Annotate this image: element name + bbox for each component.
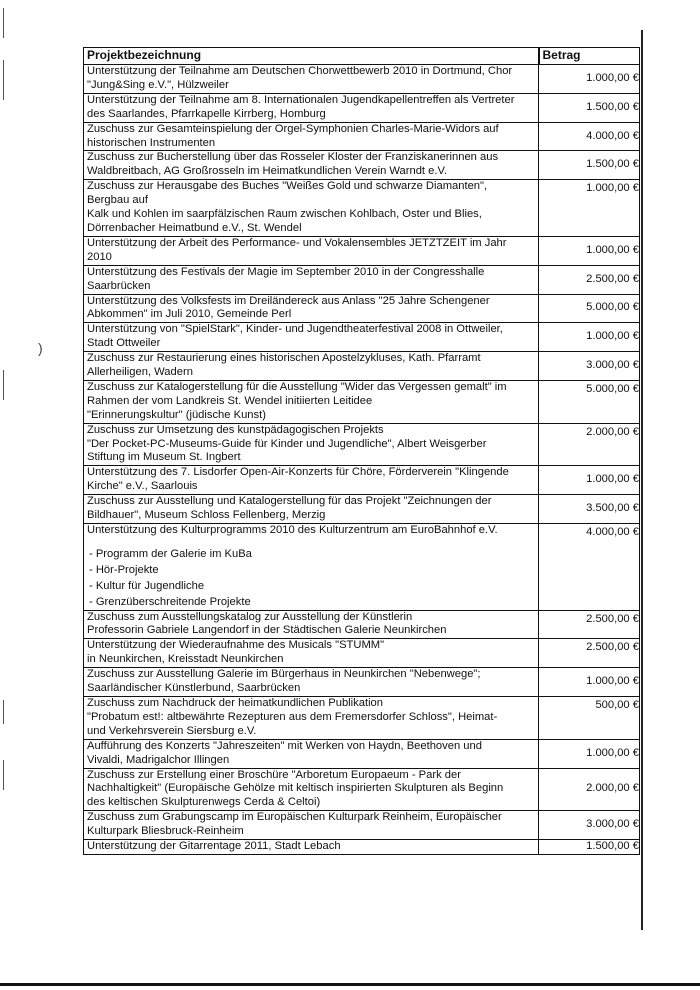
project-description-line: Zuschuss zur Gesamteinspielung der Orgel-Symphonien Charles-Marie-Widors auf: [87, 122, 499, 135]
project-description-line: Unterstützung des Volksfests im Dreiländereck aus Anlass "25 Jahre Schengener: [87, 294, 490, 307]
table-row: [84, 65, 640, 94]
amount-column-header: Betrag: [539, 48, 640, 65]
spacer: [87, 538, 535, 546]
amount-cell: 1.000,00 €: [539, 180, 640, 237]
amount-cell: 1.000,00 €: [539, 323, 640, 352]
project-description-cell: [84, 423, 539, 466]
table-row: [84, 696, 640, 739]
table-row: [84, 352, 640, 381]
scan-edge-line: [641, 30, 643, 930]
project-description-line: Unterstützung des Festivals der Magie im September 2010 in der Congresshalle: [87, 265, 485, 278]
project-description-line: Nachhaltigkeit" (Europäische Gehölze mit keltisch inspirierten Skulpturen als Beginn: [87, 782, 504, 795]
project-description-line: "Der Pocket-PC-Museums-Guide für Kinder und Jugendliche", Albert Weisgerber: [87, 437, 487, 450]
project-description-line: Unterstützung der Teilnahme am 8. Internationalen Jugendkapellentreffen als Vertreter: [87, 93, 515, 106]
table-row: [84, 265, 640, 294]
amount-cell: 1.000,00 €: [539, 236, 640, 265]
project-description-cell: [84, 236, 539, 265]
project-description-line: 2010: [87, 250, 112, 263]
project-description-line: Zuschuss zur Umsetzung des kunstpädagogischen Projekts: [87, 423, 384, 436]
project-description-cell: [84, 768, 539, 811]
scan-edge-mark: [3, 8, 4, 38]
amount-cell: 5.000,00 €: [539, 294, 640, 323]
table-row: [84, 639, 640, 668]
project-description-cell: [84, 180, 539, 237]
table-row: [84, 610, 640, 639]
amount-cell: 1.000,00 €: [539, 466, 640, 495]
project-description-line: Unterstützung von "SpielStark", Kinder- und Jugendtheaterfestival 2008 in Ottweiler,: [87, 323, 503, 336]
amount-cell: 2.500,00 €: [539, 610, 640, 639]
project-description-line: in Neunkirchen, Kreisstadt Neunkirchen: [87, 653, 284, 666]
amount-cell: 3.500,00 €: [539, 495, 640, 524]
project-description-cell: [84, 610, 539, 639]
table-row: [84, 466, 640, 495]
amount-cell: 2.500,00 €: [539, 265, 640, 294]
table-row: [84, 236, 640, 265]
project-description-line: Stadt Ottweiler: [87, 337, 161, 350]
project-description-cell: [84, 352, 539, 381]
amount-cell: 4.000,00 €: [539, 122, 640, 151]
funding-table: [83, 47, 640, 855]
scan-edge-mark: [3, 60, 4, 100]
project-description-cell: [84, 93, 539, 122]
project-description-cell: [84, 495, 539, 524]
project-description-line: Zuschuss zur Katalogerstellung für die Ausstellung "Wider das Vergessen gemalt" im: [87, 380, 507, 393]
project-description-line: Zuschuss zum Nachdruck der heimatkundlichen Publikation: [87, 696, 383, 709]
project-description-line: Dörrenbacher Heimatbund e.V., St. Wendel: [87, 221, 302, 234]
project-description-cell: [84, 466, 539, 495]
program-bullet-item: - Hör-Projekte: [89, 563, 159, 576]
project-description-line: Vivaldi, Madrigalchor Illingen: [87, 753, 230, 766]
project-description-line: Zuschuss zur Bucherstellung über das Rosseler Kloster der Franziskanerinnen aus: [87, 151, 499, 164]
table-row: [84, 423, 640, 466]
project-description-line: des Saarlandes, Pfarrkapelle Kirrberg, Homburg: [87, 107, 326, 120]
scan-edge-mark: [3, 370, 4, 400]
project-description-line: historischen Instrumenten: [87, 136, 216, 149]
project-description-cell: [84, 122, 539, 151]
project-description-line: Waldbreitbach, AG Großrosseln im Heimatkundlichen Verein Warndt e.V.: [87, 165, 448, 178]
project-column-header: Projektbezeichnung: [84, 48, 539, 65]
amount-cell: 3.000,00 €: [539, 811, 640, 840]
table-row: [84, 323, 640, 352]
project-description-line: Bildhauer", Museum Schloss Fellenberg, Merzig: [87, 509, 326, 522]
project-description-line: Bergbau auf: [87, 194, 148, 207]
project-description-line: Kalk und Kohlen im saarpfälzischen Raum zwischen Kohlbach, Oster und Blies,: [87, 208, 482, 221]
table-row: [84, 495, 640, 524]
project-description-line: "Jung&Sing e.V.", Hülzweiler: [87, 78, 229, 91]
project-description-cell: [84, 151, 539, 180]
project-description-cell: [84, 65, 539, 94]
project-description-cell: [84, 696, 539, 739]
amount-cell: 500,00 €: [539, 696, 640, 739]
project-description-line: Zuschuss zur Ausstellung und Katalogerstellung für das Projekt "Zeichnungen der: [87, 495, 492, 508]
project-description-cell: [84, 265, 539, 294]
project-description-line: Zuschuss zum Ausstellungskatalog zur Ausstellung der Künstlerin: [87, 610, 413, 623]
table-row: [84, 668, 640, 697]
project-description-line: "Erinnerungskultur" (jüdische Kunst): [87, 408, 266, 421]
scan-artifact-mark: ): [38, 340, 43, 356]
amount-cell: 4.000,00 €: [539, 524, 640, 611]
project-description-line: Aufführung des Konzerts "Jahreszeiten" mit Werken von Haydn, Beethoven und: [87, 739, 482, 752]
project-description-line: Professorin Gabriele Langendorf in der Städtischen Galerie Neunkirchen: [87, 624, 447, 637]
project-description-line: Stiftung im Museum St. Ingbert: [87, 451, 241, 464]
table-row: [84, 768, 640, 811]
amount-cell: 1.000,00 €: [539, 65, 640, 94]
project-description-line: Unterstützung des 7. Lisdorfer Open-Air-Konzerts für Chöre, Förderverein "Klingende: [87, 466, 509, 479]
project-description-line: Unterstützung der Teilnahme am Deutschen Chorwettbewerb 2010 in Dortmund, Chor: [87, 65, 513, 77]
amount-cell: 1.500,00 €: [539, 93, 640, 122]
project-description-line: Zuschuss zur Restaurierung eines historischen Apostelzykluses, Kath. Pfarramt: [87, 352, 481, 365]
amount-cell: 1.500,00 €: [539, 840, 640, 855]
project-description-line: Zuschuss zum Grabungscamp im Europäischen Kulturpark Reinheim, Europäischer: [87, 811, 502, 824]
project-description-line: Zuschuss zur Erstellung einer Broschüre "Arboretum Europaeum - Park der: [87, 768, 461, 781]
table-row: [84, 151, 640, 180]
project-description-line: Kirche" e.V., Saarlouis: [87, 480, 198, 493]
amount-cell: 3.000,00 €: [539, 352, 640, 381]
program-bullet-item: - Kultur für Jugendliche: [89, 579, 205, 592]
project-description-line: Zuschuss zur Herausgabe des Buches "Weißes Gold und schwarze Diamanten",: [87, 180, 488, 193]
amount-cell: 1.000,00 €: [539, 668, 640, 697]
project-description-cell: [84, 639, 539, 668]
project-description-line: "Probatum est!: altbewährte Rezepturen aus dem Fremersdorfer Schloss", Heimat-: [87, 710, 498, 723]
program-bullet-item: - Programm der Galerie im KuBa: [89, 547, 252, 560]
project-description-cell: [84, 811, 539, 840]
amount-cell: 1.000,00 €: [539, 739, 640, 768]
project-description-cell: [84, 294, 539, 323]
project-description-cell: [84, 668, 539, 697]
project-description-line: Unterstützung des Kulturprogramms 2010 des Kulturzentrum am EuroBahnhof e.V.: [87, 524, 498, 536]
project-description-line: Allerheiligen, Wadern: [87, 366, 193, 379]
project-description-cell: [84, 323, 539, 352]
project-description-cell: [84, 840, 539, 855]
table-row: [84, 180, 640, 237]
table-row: [84, 840, 640, 855]
table-row: [84, 524, 640, 611]
project-description-cell: [84, 739, 539, 768]
project-description-line: Unterstützung der Gitarrentage 2011, Stadt Lebach: [87, 840, 341, 853]
project-description-line: Kulturpark Bliesbruck-Reinheim: [87, 825, 244, 838]
table-row: [84, 380, 640, 423]
table-row: [84, 294, 640, 323]
amount-cell: 1.500,00 €: [539, 151, 640, 180]
project-description-line: Saarbrücken: [87, 279, 151, 292]
table-row: [84, 122, 640, 151]
table-row: [84, 93, 640, 122]
project-description-line: Zuschuss zur Ausstellung Galerie im Bürgerhaus in Neunkirchen "Nebenwege";: [87, 668, 481, 681]
amount-cell: 2.500,00 €: [539, 639, 640, 668]
project-description-line: des keltischen Skulpturenwegs Cerda & Celtoi): [87, 796, 321, 809]
scan-edge-mark: [3, 700, 4, 724]
project-description-line: Unterstützung der Arbeit des Performance- und Vokalensembles JETZTZEIT im Jahr: [87, 236, 507, 249]
table-row: [84, 811, 640, 840]
project-description-line: Rahmen der vom Landkreis St. Wendel initiierten Leitidee: [87, 394, 373, 407]
scan-edge-mark: [3, 760, 4, 790]
amount-cell: 2.000,00 €: [539, 423, 640, 466]
amount-cell: 2.000,00 €: [539, 768, 640, 811]
amount-cell: 5.000,00 €: [539, 380, 640, 423]
page-bottom-rule: [0, 983, 700, 986]
project-description-line: Saarländischer Künstlerbund, Saarbrücken: [87, 682, 301, 695]
project-description-cell: [84, 524, 539, 611]
table-header-row: [84, 48, 640, 65]
project-description-line: Unterstützung der Wiederaufnahme des Musicals "STUMM": [87, 639, 385, 652]
table-body: [84, 65, 640, 855]
project-description-cell: [84, 380, 539, 423]
project-description-line: Abkommen" im Juli 2010, Gemeinde Perl: [87, 308, 292, 321]
project-description-line: und Verkehrsverein Siersburg e.V.: [87, 724, 257, 737]
table-row: [84, 739, 640, 768]
program-bullet-item: - Grenzüberschreitende Projekte: [89, 595, 251, 608]
